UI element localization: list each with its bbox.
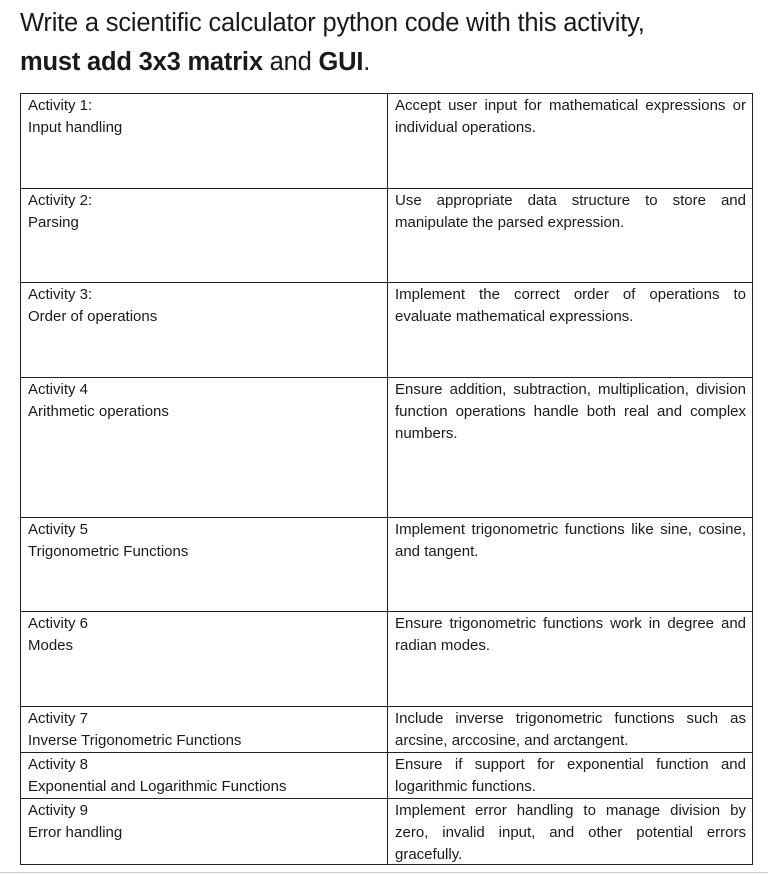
activity-label-cell [21,707,387,752]
activity-label-cell [21,94,387,188]
activity-number: Activity 2: [28,192,93,209]
activity-table [20,93,753,865]
activity-description: Implement the correct order of operations to evaluate mathematical expressions. [395,286,746,325]
activity-number: Activity 7 [28,710,89,727]
activity-name: Order of operations [28,308,158,325]
table-row [20,517,753,612]
activity-description: Ensure trigonometric functions work in degree and radian modes. [395,615,746,654]
title-period: . [363,48,371,76]
activity-name: Inverse Trigonometric Functions [28,732,242,749]
page-title [20,4,760,82]
activity-description: Implement trigonometric functions like sine, cosine, and tangent. [395,521,746,560]
title-line-2 [20,43,760,82]
activity-name: Error handling [28,824,123,841]
table-row [20,93,753,189]
activity-number: Activity 9 [28,802,89,819]
activity-description: Ensure addition, subtraction, multiplication, division function operations handle both real and complex numbers. [395,381,746,442]
activity-name: Input handling [28,119,123,136]
activity-name: Modes [28,637,74,654]
title-bold-gui: GUI [318,48,364,76]
activity-description: Ensure if support for exponential function and logarithmic functions. [395,756,746,795]
title-line-1: Write a scientific calculator python code with this activity, [20,9,645,37]
title-bold-matrix: must add 3x3 matrix [20,48,263,76]
activity-description: Include inverse trigonometric functions such as arcsine, arccosine, and arctangent. [395,710,746,749]
table-row [20,282,753,378]
activity-label-cell [21,799,387,864]
activity-label-cell [21,378,387,517]
activity-number: Activity 1: [28,97,93,114]
activity-description: Use appropriate data structure to store and manipulate the parsed expression. [395,192,746,231]
table-row [20,706,753,753]
activity-number: Activity 8 [28,756,89,773]
activity-name: Arithmetic operations [28,403,169,420]
activity-number: Activity 5 [28,521,89,538]
activity-name: Trigonometric Functions [28,543,189,560]
activity-description: Accept user input for mathematical expressions or individual operations. [395,97,746,136]
table-row [20,798,753,865]
activity-label-cell [21,518,387,611]
activity-label-cell [21,612,387,706]
activity-number: Activity 3: [28,286,93,303]
table-row [20,611,753,707]
activity-name: Parsing [28,214,79,231]
title-connector: and [262,48,319,76]
activity-label-cell [21,189,387,282]
activity-description: Implement error handling to manage division by zero, invalid input, and other potential errors gracefully. [395,802,746,863]
activity-number: Activity 4 [28,381,89,398]
page-bottom-rule [0,872,768,873]
activity-number: Activity 6 [28,615,89,632]
table-row [20,188,753,283]
table-row [20,752,753,799]
activity-label-cell [21,283,387,377]
activity-label-cell [21,753,387,798]
activity-name: Exponential and Logarithmic Functions [28,778,287,795]
table-row [20,377,753,518]
